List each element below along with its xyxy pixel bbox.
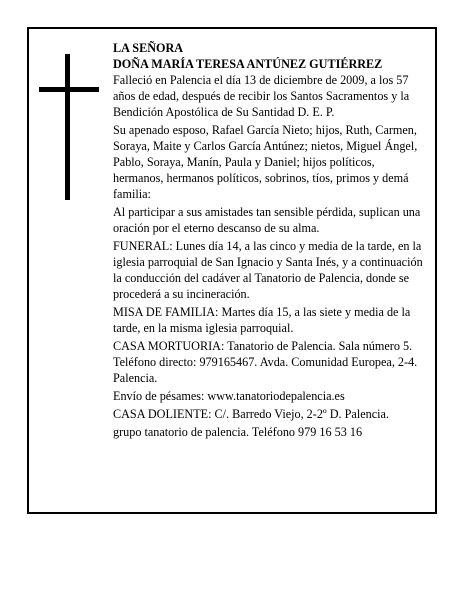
family-mass: MISA DE FAMILIA: Martes día 15, a las siete y media de la tarde, en la misma iglesia parroquial. bbox=[113, 305, 411, 335]
prayer-request: Al participar a sus amistades tan sensible pérdida, suplican una oración por el eterno descanso de su alma. bbox=[113, 205, 421, 235]
family-list: Su apenado esposo, Rafael García Nieto; hijos, Ruth, Carmen, Soraya, Maite y Carlos García Antúnez; nietos, Miguel Ángel, Pablo, Soraya, Manín, Paula y Daniel; hijos políticos, hermanos, hermanos políticos, sobrinos, tíos, primos y demá familia: bbox=[113, 123, 418, 201]
death-announcement: Falleció en Palencia el día 13 de diciembre de 2009, a los 57 años de edad, después de recibir los Santos Sacramentos y la Bendición Apostólica de Su Santidad D. E. P. bbox=[113, 73, 410, 119]
funeral-home: CASA MORTUORIA: Tanatorio de Palencia. Sala número 5. Teléfono directo: 979165467. Avda. Comunidad Europea, 2-4. Palencia. bbox=[113, 339, 418, 385]
cross-vertical-bar bbox=[65, 54, 70, 200]
notice-text bbox=[113, 40, 425, 442]
footer-contact: grupo tanatorio de palencia. Teléfono 979 16 53 16 bbox=[113, 425, 363, 439]
deceased-name: DOÑA MARÍA TERESA ANTÚNEZ GUTIÉRREZ bbox=[113, 57, 383, 71]
obituary-notice bbox=[27, 27, 437, 514]
family-home: CASA DOLIENTE: C/. Barredo Viejo, 2-2º D. Palencia. bbox=[113, 407, 389, 421]
funeral-details: FUNERAL: Lunes día 14, a las cinco y media de la tarde, en la iglesia parroquial de San Ignacio y Santa Inés, y a continuación la conducción del cadáver al Tanatorio de Palencia, donde se procederá a su incineración. bbox=[113, 239, 423, 301]
cross-horizontal-bar bbox=[39, 87, 99, 92]
cross-icon bbox=[39, 54, 99, 200]
condolences-website: Envío de pésames: www.tanatoriodepalencia.es bbox=[113, 389, 345, 403]
notice-title: LA SEÑORA bbox=[113, 41, 184, 55]
